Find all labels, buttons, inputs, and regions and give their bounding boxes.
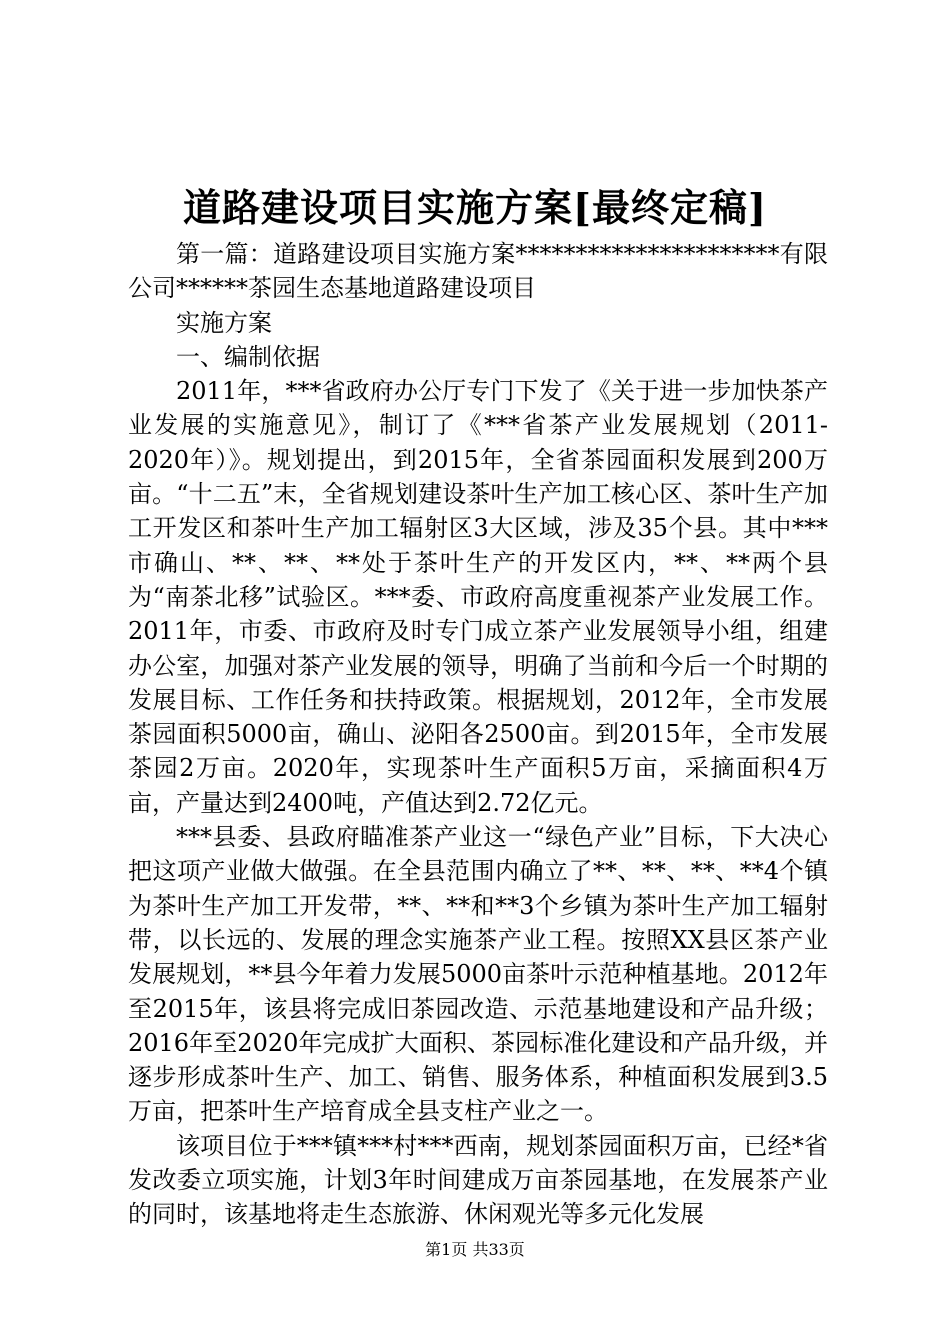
paragraph-intro: 第一篇：道路建设项目实施方案**********************有限公司******茶园生态基地道路建设项目 xyxy=(128,240,828,303)
document-body xyxy=(128,237,828,1232)
page-footer: 第1页 共33页 xyxy=(425,1240,525,1259)
paragraph-plan-label: 实施方案 xyxy=(176,308,272,337)
paragraph-project: 该项目位于***镇***村***西南，规划茶园面积万亩，已经*省发改委立项实施，计划3年时间建成万亩茶园基地，在发展茶产业的同时，该基地将走生态旅游、休闲观光等多元化发展 xyxy=(128,1131,828,1229)
section-heading: 一、编制依据 xyxy=(176,342,320,371)
document-title: 道路建设项目实施方案[最终定稿] xyxy=(183,185,767,230)
paragraph-basis: 2011年，***省政府办公厅专门下发了《关于进一步加快茶产业发展的实施意见》，制订了《***省茶产业发展规划（2011-2020年）》。规划提出，到2015年，全省茶园面积发展到200万亩。“十二五”末，全省规划建设茶叶生产加工核心区、茶叶生产加工开发区和茶叶生产加工辐射区3大区域，涉及35个县。其中***市确山、**、**、**处于茶叶生产的开发区内，**、**两个县为“南茶北移”试验区。***委、市政府高度重视茶产业发展工作。2011年，市委、市政府及时专门成立茶产业发展领导小组，组建办公室，加强对茶产业发展的领导，明确了当前和今后一个时期的发展目标、工作任务和扶持政策。根据规划，2012年，全市发展茶园面积5000亩，确山、泌阳各2500亩。到2015年，全市发展茶园2万亩。2020年，实现茶叶生产面积5万亩，采摘面积4万亩，产量达到2400吨，产值达到2.72亿元。 xyxy=(128,377,828,817)
paragraph-county: ***县委、县政府瞄准茶产业这一“绿色产业”目标，下大决心把这项产业做大做强。在全县范围内确立了**、**、**、**4个镇为茶叶生产加工开发带，**、**和**3个乡镇为茶叶生产加工辐射带，以长远的、发展的理念实施茶产业工程。按照XX县区茶产业发展规划，**县今年着力发展5000亩茶叶示范种植基地。2012年至2015年，该县将完成旧茶园改造、示范基地建设和产品升级；2016年至2020年完成扩大面积、茶园标准化建设和产品升级，并逐步形成茶叶生产、加工、销售、服务体系，种植面积发展到3.5万亩，把茶叶生产培育成全县支柱产业之一。 xyxy=(128,823,828,1126)
